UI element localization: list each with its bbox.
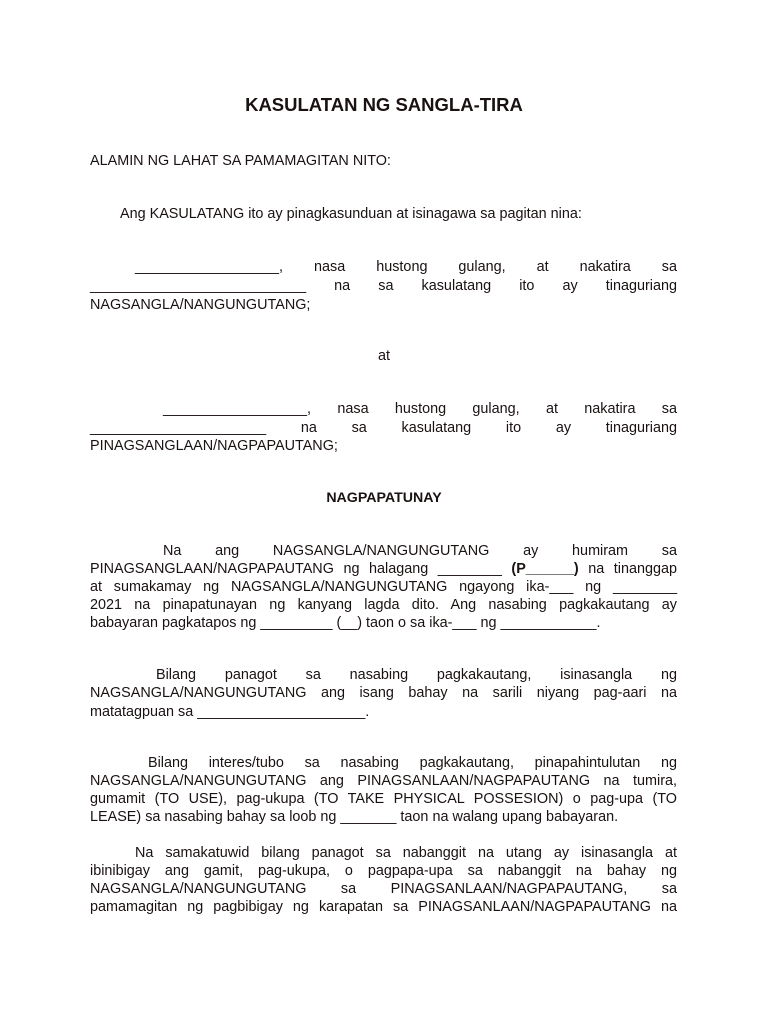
intro-text: ALAMIN NG LAHAT SA PAMAMAGITAN NITO: <box>90 153 391 169</box>
para4-line2: ibinibigay ang gamit, pag-ukupa, o pagpapa-upa sa nabanggit na bahay ng <box>90 863 677 879</box>
para1-line2 <box>90 560 677 578</box>
para4-line1: Na samakatuwid bilang panagot sa nabanggit na utang ay isinasangla at <box>135 845 677 861</box>
party2-line1: __________________, nasa hustong gulang, at nakatira sa <box>163 401 677 417</box>
para1-line2-a: PINAGSANGLAAN/NAGPAPAUTANG ng halagang ________ <box>90 561 512 577</box>
para1-line4: 2021 na pinapatunayan ng kanyang lagda dito. Ang nasabing pagkakautang ay <box>90 597 677 613</box>
para3-line1: Bilang interes/tubo sa nasabing pagkakautang, pinapahintulutan ng <box>148 755 677 771</box>
party1-line2: ___________________________ na sa kasulatang ito ay tinaguriang <box>90 278 677 294</box>
party1-line1: __________________, nasa hustong gulang, at nakatira sa <box>135 259 677 275</box>
opening-text: Ang KASULATANG ito ay pinagkasunduan at isinagawa sa pagitan nina: <box>120 206 582 222</box>
para3-line3: gumamit (TO USE), pag-ukupa (TO TAKE PHYSICAL POSSESION) o pag-upa (TO <box>90 791 677 807</box>
para1-line3: at sumakamay ng NAGSANGLA/NANGUNGUTANG ngayong ika-___ ng ________ <box>90 579 677 595</box>
para3-line4: LEASE) sa nasabing bahay sa loob ng _______ taon na walang upang babayaran. <box>90 809 619 825</box>
para1-amount-bold: (P______) <box>511 561 579 577</box>
para4-line3: NAGSANGLA/NANGUNGUTANG sa PINAGSANLAAN/NAGPAPAUTANG, sa <box>90 881 677 897</box>
connector-text: at <box>377 348 390 364</box>
document-title: KASULATAN NG SANGLA-TIRA <box>245 94 523 115</box>
party2-line3: PINAGSANGLAAN/NAGPAPAUTANG; <box>90 438 338 454</box>
para2-line2: NAGSANGLA/NANGUNGUTANG ang isang bahay na sarili niyang pag-aari na <box>90 685 677 701</box>
para1-line1: Na ang NAGSANGLA/NANGUNGUTANG ay humiram sa <box>163 543 677 559</box>
party2-line2: ______________________ na sa kasulatang ito ay tinaguriang <box>90 420 677 436</box>
para1-line5: babayaran pagkatapos ng _________ (__) taon o sa ika-___ ng ____________. <box>90 615 601 631</box>
party1-line3: NAGSANGLA/NANGUNGUTANG; <box>90 297 311 313</box>
para3-line2: NAGSANGLA/NANGUNGUTANG ang PINAGSANLAAN/NAGPAPAUTANG na tumira, <box>90 773 677 789</box>
para1-line2-b: na tinanggap <box>578 561 677 577</box>
para2-line1: Bilang panagot sa nasabing pagkakautang, isinasangla ng <box>156 667 677 683</box>
para2-line3: matatagpuan sa _____________________. <box>90 704 370 720</box>
section-heading: NAGPAPATUNAY <box>326 490 442 506</box>
para4-line4: pamamagitan ng pagbibigay ng karapatan sa PINAGSANLAAN/NAGPAPAUTANG na <box>90 899 677 915</box>
